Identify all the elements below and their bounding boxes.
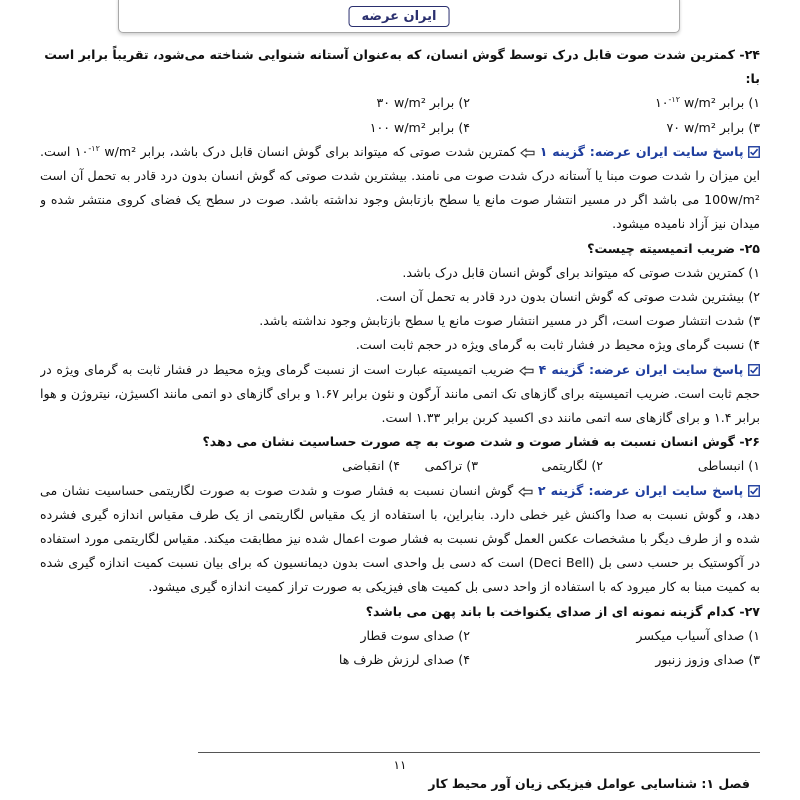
arrow-left-icon xyxy=(519,366,534,376)
question-25-option-2: ۲) بیشترین شدت صوتی که گوش انسان بدون درد قادر به تحمل آن است. xyxy=(375,289,760,305)
option-value: ۳۰ xyxy=(376,95,390,111)
question-25-answer xyxy=(40,358,760,431)
answer-text: می باشد اگر در مسیر انتشار صوت مانع یا سطح بازتابش وجود نداشته باشد. صوت در سطح یک فضای کروی منتشر شده و میدان نیز آزاد نامیده میشود. xyxy=(40,192,760,232)
question-24-option-3 xyxy=(470,116,760,140)
question-27: ۲۷- کدام گزینه نمونه ای از صدای یکنواخت با باند پهن می باشد؟ xyxy=(365,603,760,619)
answer-unit: w/m² xyxy=(104,143,137,159)
answer-latin-term: (Deci Bell) xyxy=(528,555,595,571)
question-24-option-2 xyxy=(40,91,470,115)
site-logo: ایران عرضه xyxy=(349,6,450,27)
page-number: ۱۱ xyxy=(393,758,407,772)
option-unit: w/m² xyxy=(684,119,716,135)
answer-text: است. این میزان را شدت صوت مبنا یا آستانه درک شدت صوت می نامند. بیشترین شدت صوتی که گوش انسان بدون درد قادر به تحمل آن است xyxy=(40,143,760,184)
option-value-base: ۱۰ xyxy=(654,95,669,111)
option-unit: w/m² xyxy=(684,95,716,111)
answer-prefix: پاسخ سایت ایران عرضه: گزینه ۱ xyxy=(539,143,744,159)
option-value-exponent: -۱۲ xyxy=(668,95,680,105)
page-content xyxy=(40,43,760,743)
page-header xyxy=(118,0,680,33)
question-26-option-2: ۲) لگاریتمی xyxy=(541,458,603,474)
answer-value-exponent: -۱۲ xyxy=(88,143,100,153)
arrow-left-icon xyxy=(518,487,533,497)
question-25-option-4: ۴) نسبت گرمای ویژه محیط در فشار ثابت به گرمای ویژه در حجم ثابت است. xyxy=(355,337,760,353)
checkbox-icon xyxy=(748,485,760,497)
answer-value xyxy=(75,144,100,159)
question-24-option-1 xyxy=(470,91,760,115)
answer-prefix: پاسخ سایت ایران عرضه: گزینه ۴ xyxy=(538,361,744,377)
chapter-title: فصل ۱: شناسایی عوامل فیزیکی زیان آور محیط کار xyxy=(428,776,750,791)
question-26: ۲۶- گوش انسان نسبت به فشار صوت و شدت صوت به چه صورت حساسیت نشان می دهد؟ xyxy=(202,434,760,450)
option-unit: w/m² xyxy=(394,119,426,135)
option-value: ۱۰۰ xyxy=(369,119,390,135)
checkbox-icon xyxy=(748,146,760,158)
question-27-options xyxy=(40,624,760,672)
question-26-option-1: ۱) انبساطی xyxy=(697,458,760,474)
question-27-option-2: ۲) صدای سوت قطار xyxy=(360,627,470,643)
question-27-option-3: ۳) صدای وزوز زنبور xyxy=(655,652,760,668)
answer-value: 100w/m² xyxy=(704,192,760,208)
option-label: ۴) برابر xyxy=(429,119,470,135)
answer-text: است که دسی بل واحدی است بدون دیمانسیون که برای بیان نسبت کمیت اندازه گیری شده به کمیت مبنا به کار میرود که با استفاده از واحد دسی بل کمیت های فیزیکی به صورت تراز کمیت اندازه گیری میشود. xyxy=(40,555,760,595)
question-26-answer xyxy=(40,479,760,600)
answer-text: گوش انسان نسبت به فشار صوت و شدت صوت به صورت لگاریتمی حساسیت نشان می دهد، و گوش نسبت به صدا واکنش غیر خطی دارد. بنابراین، با استفاده از یک مقیاس لگاریتمی از یک طرف مقیاس اندازه گیری فشرده شده و از طرف دیگر با مشخصات عکس العمل گوش نسبت به فشار صوت اعمال شده نیز مطابقت میکند. مقیاس لگاریتمی مورد استفاده در آکوستیک بر حسب دسی بل xyxy=(40,482,760,571)
question-25-option-1: ۱) کمترین شدت صوتی که میتواند برای گوش انسان قابل درک باشد. xyxy=(402,264,760,280)
question-27-option-1: ۱) صدای آسیاب میکسر xyxy=(636,627,760,643)
arrow-left-icon xyxy=(520,148,535,158)
option-label: ۳) برابر xyxy=(719,119,760,135)
checkbox-icon xyxy=(748,364,760,376)
question-26-option-4: ۴) انقباضی xyxy=(342,458,400,474)
question-24: ۲۴- کمترین شدت صوت قابل درک توسط گوش انسان، که به‌عنوان آستانه شنوایی شناخته می‌شود، تقریباً برابر است با: xyxy=(44,47,760,87)
question-24-answer xyxy=(40,140,760,237)
footer-divider xyxy=(198,752,760,753)
option-value: ۷۰ xyxy=(666,119,680,135)
question-26-option-3: ۳) تراکمی xyxy=(424,458,478,474)
answer-text: کمترین شدت صوتی که میتواند برای گوش انسان قابل درک باشد، برابر xyxy=(140,143,516,159)
answer-value-base: ۱۰ xyxy=(74,143,89,159)
option-unit: w/m² xyxy=(394,95,426,111)
question-24-option-4 xyxy=(40,116,470,140)
option-value xyxy=(655,95,680,110)
question-27-option-4: ۴) صدای لرزش ظرف ها xyxy=(338,652,470,668)
answer-prefix: پاسخ سایت ایران عرضه: گزینه ۲ xyxy=(537,482,744,498)
option-label: ۱) برابر xyxy=(719,95,760,111)
question-25-option-3: ۳) شدت انتشار صوت است، اگر در مسیر انتشار صوت مانع یا سطح بازتابش وجود نداشته باشد. xyxy=(259,313,760,329)
option-label: ۲) برابر xyxy=(429,95,470,111)
answer-text: ضریب اتمیسیته عبارت است از نسبت گرمای ویژه محیط در فشار ثابت به گرمای ویژه در حجم ثابت است. ضریب اتمیسیته برای گازهای تک اتمی مانند آرگون و نئون برابر ۱.۶۷ و برای گازهای دو اتمی مانند اکسیژن، نیتروژن و هوا برابر ۱.۴ و برای گازهای سه اتمی مانند دی اکسید کربن برابر ۱.۳۳ است. xyxy=(40,361,760,426)
question-24-options xyxy=(40,91,760,139)
question-25: ۲۵- ضریب اتمیسیته چیست؟ xyxy=(587,240,760,256)
question-26-options xyxy=(40,454,760,478)
